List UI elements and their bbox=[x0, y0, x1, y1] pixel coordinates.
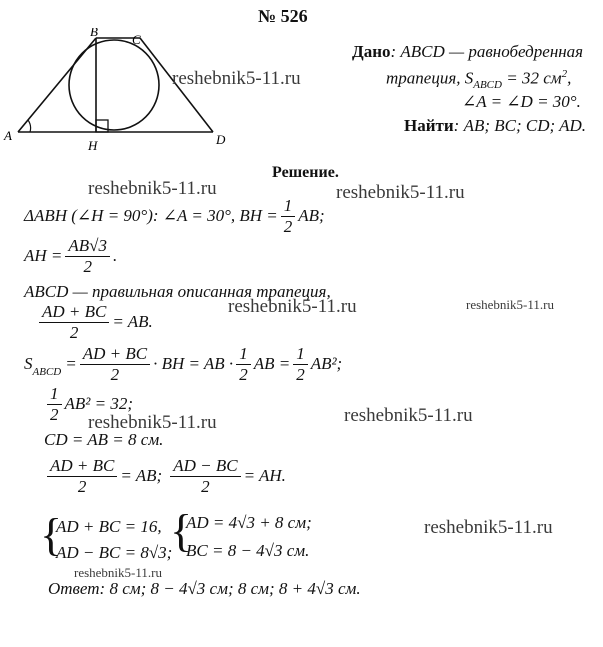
step1-den: 2 bbox=[283, 216, 293, 236]
step-4 bbox=[36, 302, 153, 342]
given-line-1 bbox=[352, 42, 583, 62]
step-1 bbox=[24, 196, 325, 236]
step-8 bbox=[44, 456, 286, 496]
step5-sub: ABCD bbox=[32, 366, 62, 379]
step8-num1: AD + BC bbox=[47, 456, 117, 477]
find-line bbox=[404, 116, 586, 136]
step-3: ABCD — правильная описанная трапеция, bbox=[24, 282, 331, 301]
step8-fraction-2 bbox=[170, 456, 240, 496]
right-angle-mark bbox=[96, 120, 108, 132]
given-text-1: : ABCD — равнобедренная bbox=[390, 42, 584, 61]
step5-f2den: 2 bbox=[239, 364, 248, 384]
watermark-1: reshebnik5-11.ru bbox=[172, 68, 301, 89]
step-2 bbox=[24, 236, 117, 276]
given-sup: 2 bbox=[561, 68, 568, 80]
answer-text: : 8 см; 8 − 4√3 см; 8 см; 8 + 4√3 см. bbox=[99, 579, 361, 598]
step6-den: 2 bbox=[50, 404, 59, 424]
label-d: D bbox=[216, 132, 226, 147]
step1-fraction bbox=[281, 196, 296, 236]
step5-f2num: 1 bbox=[236, 344, 251, 365]
step4-post: = AB. bbox=[112, 312, 153, 332]
label-a: A bbox=[4, 128, 12, 143]
label-c: C bbox=[132, 32, 141, 47]
step5-den: 2 bbox=[110, 364, 120, 384]
step8-den1: 2 bbox=[77, 476, 87, 496]
step-5 bbox=[24, 344, 342, 384]
step8-num2: AD − BC bbox=[170, 456, 240, 477]
step5-eq: = bbox=[65, 354, 77, 374]
step6-fraction bbox=[47, 384, 62, 424]
watermark-3: reshebnik5-11.ru bbox=[336, 182, 465, 203]
step8-mid: = AB; bbox=[120, 466, 163, 486]
watermark-7: reshebnik5-11.ru bbox=[88, 412, 217, 433]
system-1-brace: { bbox=[40, 509, 63, 560]
problem-number: № 526 bbox=[258, 6, 308, 26]
step5-lhs: S bbox=[24, 354, 33, 374]
step2-lhs: AH = bbox=[24, 246, 63, 266]
find-text: : AB; BC; CD; AD. bbox=[453, 116, 587, 135]
system-2-line-2: BC = 8 − 4√3 см. bbox=[186, 541, 310, 560]
system-1-line-1: AD + BC = 16, bbox=[56, 517, 162, 536]
watermark-8: reshebnik5-11.ru bbox=[424, 517, 553, 538]
step1-pre: ΔABH (∠H = 90°): ∠A = 30°, BH = bbox=[24, 206, 278, 226]
answer-label: Ответ bbox=[48, 579, 100, 598]
step2-den: 2 bbox=[83, 256, 92, 276]
step8-den2: 2 bbox=[201, 476, 210, 496]
step5-f3den: 2 bbox=[296, 364, 305, 384]
step4-den: 2 bbox=[69, 322, 79, 342]
given-text-2a: трапеция, S bbox=[386, 68, 474, 88]
answer-line bbox=[48, 579, 361, 599]
given-text-2b: = 32 см bbox=[501, 68, 562, 88]
watermark-5: reshebnik5-11.ru bbox=[466, 297, 554, 312]
given-label: Дано bbox=[352, 42, 391, 61]
given-text-2c: , bbox=[567, 68, 572, 88]
step8-end: = AH. bbox=[243, 466, 286, 486]
given-line-3: ∠A = ∠D = 30°. bbox=[462, 92, 581, 111]
step4-num: AD + BC bbox=[39, 302, 109, 323]
step5-mid2: AB = bbox=[253, 354, 291, 374]
inscribed-circle bbox=[69, 40, 159, 130]
step5-fraction-3 bbox=[293, 344, 308, 384]
step2-post: . bbox=[113, 246, 118, 266]
watermark-2: reshebnik5-11.ru bbox=[88, 178, 217, 199]
step-7: CD = AB = 8 см. bbox=[44, 430, 164, 449]
given-line-2 bbox=[386, 68, 571, 91]
step5-mid: · BH = AB · bbox=[153, 354, 234, 374]
step5-fraction-2 bbox=[236, 344, 251, 384]
step5-num: AD + BC bbox=[80, 344, 150, 365]
solution-title: Решение. bbox=[272, 164, 339, 181]
label-b: B bbox=[90, 28, 98, 39]
label-h: H bbox=[88, 138, 98, 153]
angle-a-arc bbox=[28, 120, 31, 132]
find-label: Найти bbox=[404, 116, 454, 135]
step2-num: AB√3 bbox=[65, 236, 110, 257]
watermark-9: reshebnik5-11.ru bbox=[74, 565, 162, 580]
step1-post: AB; bbox=[298, 206, 325, 226]
system-1-line-2: AD − BC = 8√3; bbox=[56, 543, 173, 562]
watermark-6: reshebnik5-11.ru bbox=[344, 405, 473, 426]
step1-num: 1 bbox=[281, 196, 296, 217]
watermark-4: reshebnik5-11.ru bbox=[228, 296, 357, 317]
system-2-line-1: AD = 4√3 + 8 см; bbox=[186, 513, 312, 532]
step5-end: AB²; bbox=[310, 354, 343, 374]
system-2-brace: { bbox=[170, 505, 193, 556]
step6-post: AB² = 32; bbox=[64, 394, 133, 414]
given-sub: ABCD bbox=[473, 79, 502, 92]
step2-fraction bbox=[65, 236, 110, 276]
step6-num: 1 bbox=[47, 384, 62, 405]
step8-fraction-1 bbox=[47, 456, 117, 496]
step5-f3num: 1 bbox=[293, 344, 308, 365]
trapezoid-figure bbox=[0, 28, 245, 158]
step5-fraction-1 bbox=[80, 344, 150, 384]
step4-fraction bbox=[39, 302, 109, 342]
